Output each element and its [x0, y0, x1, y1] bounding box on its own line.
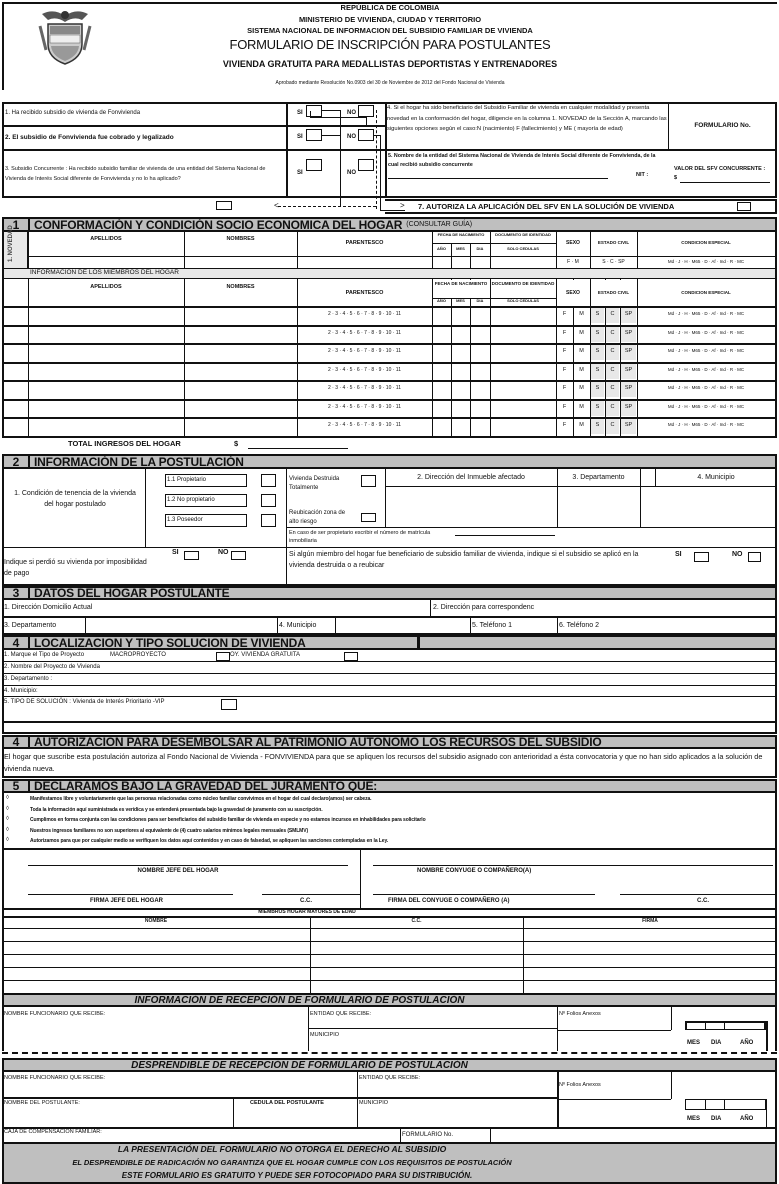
- section-1-note: (CONSULTAR GUÍA): [406, 221, 473, 228]
- municipio-label: 4. Municipio: [697, 474, 735, 481]
- footer-line-3: ESTE FORMULARIO ES GRATUITO Y PUEDE SER FOTOCOPIADO PARA SU DISTRIBUCIÓN.: [121, 1171, 473, 1180]
- member-estado-c[interactable]: C: [610, 311, 615, 317]
- detachable-funcionario-label: NOMBRE FUNCIONARIO QUE RECIBE:: [4, 1075, 106, 1081]
- footer-line-1: LA PRESENTACIÓN DEL FORMULARIO NO OTORGA EL DERECHO AL SUBSIDIO: [117, 1144, 447, 1154]
- perdio-no-checkbox[interactable]: [231, 551, 246, 560]
- member-estado-s[interactable]: S: [595, 366, 600, 373]
- member-apellidos-input[interactable]: [30, 364, 182, 379]
- member-condicion-options[interactable]: Md · J · H · M65 · D · Af · Ind · R · MC: [667, 348, 745, 353]
- reception-dia: DIA: [711, 1040, 722, 1046]
- member-sexo-f[interactable]: F: [562, 366, 567, 373]
- reception-mes: MES: [687, 1040, 701, 1046]
- member-sexo-f[interactable]: F: [562, 422, 567, 428]
- municipio-3-label: 4. Municipio: [279, 622, 317, 629]
- members-title: INFORMACION DE LOS MIEMBROS DEL HOGAR: [30, 269, 179, 276]
- total-ingresos-field[interactable]: [248, 448, 348, 449]
- head-estado-options[interactable]: S · C · SP: [602, 259, 625, 265]
- col-condicion: CONDICION ESPECIAL: [681, 240, 731, 245]
- section-2-number: 2: [4, 456, 30, 467]
- detachable-dia: DIA: [711, 1116, 722, 1122]
- col-documento: DOCUMENTO DE IDENTIDAD: [495, 232, 551, 237]
- perdio-label: Indique si perdió su vivienda por imposibilidad de pago: [4, 559, 147, 577]
- member-parentesco-options[interactable]: 2 · 3 · 4 · 5 · 6 · 7 · 8 · 9 · 10 · 11: [328, 422, 401, 428]
- beneficiario-no-label: NO: [732, 551, 743, 558]
- members-col-nombres: NOMBRES: [226, 284, 255, 290]
- telefono-1-label: 5. Teléfono 1: [472, 622, 512, 629]
- question-4-text: 4. Si el hogar ha sido beneficiario del Subsidio Familiar de vivienda en cualquier modalidad y presenta novedad en la conformación del hogar, diligencie en la columna 1. NOVEDAD de la Sección A, marcando las siguientes opciones según el caso:N (nacimiento) F (fallecimiento) y ME ( mayoría de edad): [387, 105, 667, 132]
- member-nombres-input[interactable]: [186, 345, 295, 360]
- q3-si-label: SI: [297, 170, 303, 176]
- arrow-left-icon: <: [274, 201, 279, 210]
- reception-funcionario-input[interactable]: [4, 1018, 304, 1048]
- section-3-number: 3: [4, 588, 30, 598]
- member-sexo-m[interactable]: M: [579, 422, 584, 428]
- detachable-entidad-label: ENTIDAD QUE RECIBE:: [359, 1075, 421, 1081]
- adult-member-nombre-input[interactable]: [4, 981, 308, 992]
- member-condicion-options[interactable]: Md · J · H · M65 · D · Af · Ind · R · MC: [667, 403, 745, 409]
- member-estado-sp[interactable]: SP: [624, 403, 633, 410]
- members-col-parentesco: PARENTESCO: [345, 290, 384, 296]
- members-col-apellidos: APELLIDOS: [90, 284, 122, 290]
- section-3-title: DATOS DEL HOGAR POSTULANTE: [34, 586, 230, 600]
- member-apellidos-input[interactable]: [30, 327, 182, 342]
- q1-no-checkbox[interactable]: [358, 105, 374, 117]
- member-parentesco-options[interactable]: 2 · 3 · 4 · 5 · 6 · 7 · 8 · 9 · 10 · 11: [328, 329, 401, 336]
- member-nombres-input[interactable]: [186, 401, 295, 416]
- members-col-solo-cedulas: SOLO CEDULAS: [507, 298, 539, 303]
- tipo-solucion-label: 5. TIPO DE SOLUCIÓN : Vivienda de Interés Prioritario -VIP: [4, 699, 165, 705]
- member-parentesco-options[interactable]: 2 · 3 · 4 · 5 · 6 · 7 · 8 · 9 · 10 · 11: [328, 311, 401, 317]
- adult-member-nombre-input[interactable]: [4, 929, 308, 940]
- member-apellidos-input[interactable]: [30, 382, 182, 397]
- member-parentesco-options[interactable]: 2 · 3 · 4 · 5 · 6 · 7 · 8 · 9 · 10 · 11: [328, 366, 401, 373]
- declaration-item: Manifestamos libre y voluntariamente que las personas relacionadas como núcleo familiar convivimos en el hogar del cual declaro(amos) ser cabeza.: [30, 796, 372, 802]
- reception-title: INFORMACIÓN DE RECEPCIÓN DE FORMULARIO DE POSTULACIÓN: [134, 994, 465, 1006]
- member-sexo-f[interactable]: F: [562, 311, 567, 317]
- destruida-label: Vivienda Destruida Totalmente: [289, 476, 340, 491]
- form-subtitle: VIVIENDA GRATUITA PARA MEDALLISTAS DEPORTISTAS Y ENTRENADORES: [222, 59, 558, 69]
- adult-member-firma-input[interactable]: [525, 955, 775, 966]
- member-apellidos-input[interactable]: [30, 419, 182, 434]
- section-1-header: [2, 217, 777, 232]
- member-sexo-m[interactable]: M: [579, 366, 584, 373]
- domicilio-label: 1. Dirección Domicilio Actual: [4, 604, 93, 611]
- members-col-ano: AÑO: [437, 298, 446, 303]
- member-sexo-f[interactable]: F: [562, 329, 567, 336]
- beneficiario-si-checkbox[interactable]: [694, 552, 709, 562]
- beneficiario-si-label: SI: [675, 551, 682, 558]
- adult-member-nombre-input[interactable]: [4, 955, 308, 966]
- form-title: FORMULARIO DE INSCRIPCIÓN PARA POSTULANTES: [229, 37, 551, 52]
- option-poseedor-label: 1.3 Poseedor: [167, 517, 203, 523]
- matricula-field[interactable]: [455, 535, 555, 536]
- country-name: REPÚBLICA DE COLOMBIA: [340, 3, 440, 12]
- valor-sfv-label: VALOR DEL SFV CONCURRENTE :: [674, 166, 766, 172]
- col-nombre: NOMBRE: [144, 918, 168, 924]
- members-col-mes: MES: [456, 298, 465, 303]
- reubicacion-label: Reubicación zona de alto riesgo: [289, 510, 346, 525]
- reception-header: [2, 993, 777, 1007]
- direccion-afectado-label: 2. Dirección del Inmueble afectado: [417, 474, 525, 481]
- departamento-label: 3. Departamento: [572, 474, 625, 481]
- reception-funcionario-label: NOMBRE FUNCIONARIO QUE RECIBE:: [4, 1011, 106, 1017]
- firma-jefe-label: FIRMA JEFE DEL HOGAR: [90, 898, 164, 904]
- destruida-checkbox[interactable]: [361, 475, 376, 487]
- member-parentesco-options[interactable]: 2 · 3 · 4 · 5 · 6 · 7 · 8 · 9 · 10 · 11: [328, 348, 401, 354]
- col-mes: MES: [456, 246, 465, 251]
- q1-si-label: SI: [297, 110, 303, 116]
- miembros-title: MIEMBROS HOGAR MAYORES DE EDAD: [258, 909, 356, 915]
- valor-dollar-sign: $: [674, 175, 678, 181]
- colombia-coat-of-arms-icon: [34, 6, 96, 66]
- members-col-condicion: CONDICION ESPECIAL: [681, 290, 731, 295]
- member-sexo-m[interactable]: M: [579, 311, 584, 317]
- diamond-bullet-icon: ◊: [6, 816, 9, 822]
- telefono-2-label: 6. Teléfono 2: [559, 622, 599, 629]
- member-sexo-f[interactable]: F: [562, 403, 567, 410]
- tenencia-label: 1. Condición de tenencia de la vivienda del hogar postulado: [14, 490, 136, 508]
- q3-no-label: NO: [347, 170, 356, 176]
- option-no-propietario-label: 1.2 No propietario: [167, 497, 215, 503]
- detachable-ano: AÑO: [740, 1116, 754, 1122]
- novedad-label: 1. NOVEDAD: [8, 225, 14, 262]
- member-estado-c[interactable]: C: [610, 348, 615, 354]
- adult-member-cc-input[interactable]: [312, 981, 521, 992]
- member-estado-sp[interactable]: SP: [624, 366, 633, 373]
- q2-si-checkbox[interactable]: [306, 129, 322, 141]
- detachable-mes: MES: [687, 1116, 701, 1122]
- formulario-no-input[interactable]: [491, 1128, 775, 1141]
- propietario-checkbox[interactable]: [261, 474, 276, 487]
- member-condicion-options[interactable]: Md · J · H · M65 · D · Af · Ind · R · MC: [667, 385, 745, 390]
- member-sexo-m[interactable]: M: [579, 403, 584, 410]
- q3-no-checkbox[interactable]: [358, 159, 374, 171]
- diamond-bullet-icon: ◊: [6, 837, 9, 843]
- q2-no-checkbox[interactable]: [358, 129, 374, 141]
- poseedor-checkbox[interactable]: [261, 514, 276, 527]
- arrow-right-icon: >: [400, 201, 405, 210]
- ministry-name: MINISTERIO DE VIVIENDA, CIUDAD Y TERRITORIO: [298, 15, 482, 24]
- question-5-text: 5. Nombre de la entidad del Sistema Nacional de Vivienda de Interés Social diferente de Fonvivienda, de la cual recibió subsidio concurrente: [388, 153, 656, 168]
- head-sexo-options[interactable]: F · M: [567, 259, 579, 265]
- member-sexo-f[interactable]: F: [562, 385, 567, 391]
- member-sexo-m[interactable]: M: [579, 348, 584, 354]
- q1-si-checkbox[interactable]: [306, 105, 322, 117]
- member-parentesco-options[interactable]: 2 · 3 · 4 · 5 · 6 · 7 · 8 · 9 · 10 · 11: [328, 403, 401, 410]
- q2-no-label: NO: [347, 134, 356, 140]
- section-1-number: 1: [4, 219, 30, 230]
- detachable-postulante-label: NOMBRE DEL POSTULANTE:: [4, 1100, 80, 1106]
- correspondencia-label: 2. Dirección para correspondenc: [433, 604, 535, 611]
- q3-si-checkbox[interactable]: [306, 159, 322, 171]
- col-sexo: SEXO: [566, 240, 580, 246]
- detachable-header: [2, 1058, 777, 1072]
- member-estado-s[interactable]: S: [595, 403, 600, 410]
- member-condicion-options[interactable]: Md · J · H · M65 · D · Af · Ind · R · MC: [667, 366, 745, 372]
- detachable-folios-label: Nº Folios Anexos: [559, 1082, 601, 1088]
- firma-conyuge-label: FIRMA DEL CONYUGE O COMPAÑERO (A): [388, 898, 510, 904]
- section-4b-header: [2, 735, 777, 749]
- declaration-item: Autorizamos para que por cualquier medio se verifiquen los datos aquí contenidos y en caso de falsedad, se apliquen las sanciones contempladas en la Ley.: [30, 838, 389, 844]
- adult-member-cc-input[interactable]: [312, 955, 521, 966]
- macroproyecto-label: MACROPROYECTO: [110, 652, 166, 658]
- nombre-proyecto-label: 2. Nombre del Proyecto de Vivienda: [4, 664, 100, 670]
- member-apellidos-input[interactable]: [30, 401, 182, 416]
- member-estado-s[interactable]: S: [595, 329, 600, 336]
- formulario-number-label: FORMULARIO No.: [694, 122, 751, 129]
- declaration-item: Cumplimos en forma conjunta con las condiciones para ser beneficiarios del subsidio familiar de vivienda en especie y no estamos incursos en inhabilidades para solicitarlo: [30, 817, 426, 823]
- option-propietario-label: 1.1 Propietario: [167, 477, 207, 483]
- col-nombres: NOMBRES: [226, 236, 255, 242]
- member-sexo-m[interactable]: M: [579, 385, 584, 391]
- detachable-cedula-label: CEDULA DEL POSTULANTE: [250, 1100, 324, 1106]
- col-firma: FIRMA: [642, 918, 658, 924]
- member-apellidos-input[interactable]: [30, 345, 182, 360]
- section-2-header: [2, 454, 777, 469]
- section-4-number: 4: [4, 637, 30, 648]
- nombre-conyuge-label: NOMBRE CONYUGE O COMPAÑERO(A): [417, 868, 532, 874]
- col-fecha: FECHA DE NACIMIENTO: [437, 232, 485, 237]
- matricula-label: En caso de ser propietario escribir el número de matrícula inmobiliaria: [289, 530, 431, 544]
- beneficiario-no-checkbox[interactable]: [748, 552, 761, 562]
- q1-no-label: NO: [347, 110, 356, 116]
- departamento-3-label: 3. Departamento: [4, 622, 57, 629]
- member-nombres-input[interactable]: [186, 327, 295, 342]
- col-dia: DIA: [476, 246, 484, 251]
- no-propietario-checkbox[interactable]: [261, 494, 276, 507]
- section-1-title: CONFORMACIÓN Y CONDICIÓN SOCIO ECONOMICA DEL HOGAR: [34, 217, 403, 232]
- nombre-jefe-label: NOMBRE JEFE DEL HOGAR: [137, 868, 219, 874]
- authorize-checkbox[interactable]: [737, 202, 751, 211]
- macroproyecto-checkbox[interactable]: [216, 652, 230, 661]
- caja-compensacion-label: CAJA DE COMPENSACION FAMILIAR:: [4, 1129, 102, 1135]
- vivienda-gratuita-checkbox[interactable]: [344, 652, 358, 661]
- beneficiario-label: Si algún miembro del hogar fue beneficiario de subsidio familiar de vivienda, indique si el subsidio se aplicó en la vivienda destruida o a reubicar: [289, 551, 639, 569]
- section-2-title: INFORMACIÓN DE LA POSTULACIÓN: [34, 454, 244, 469]
- section-4b-title: AUTORIZACION PARA DESEMBOLSAR AL PATRIMONIO AUTONOMO LOS RECURSOS DEL SUBSIDIO: [34, 735, 602, 749]
- vip-checkbox[interactable]: [221, 699, 237, 710]
- municipio-3-input[interactable]: [336, 617, 469, 634]
- head-condicion-options[interactable]: Md · J · H · M65 · D · Af · Ind · R · MC: [667, 259, 745, 264]
- member-estado-s[interactable]: S: [595, 422, 600, 428]
- section-5-header: [2, 779, 777, 793]
- member-estado-c[interactable]: C: [610, 329, 615, 336]
- perdio-si-label: SI: [172, 549, 179, 556]
- departamento-4-label: 3. Departamento :: [4, 676, 53, 682]
- section-4b-number: 4: [4, 737, 30, 747]
- section-5-title: DECLARAMOS BAJO LA GRAVEDAD DEL JURAMENTO QUE:: [34, 779, 378, 793]
- detachable-title: DESPRENDIBLE DE RECEPCIÓN DE FORMULARIO DE POSTULACIÓN: [131, 1059, 468, 1071]
- question-2-label: 2. El subsidio de Fonvivienda fue cobrado y legalizado: [5, 134, 174, 141]
- perdio-no-label: NO: [218, 549, 229, 556]
- formulario-no-label: FORMULARIO No.: [402, 1132, 454, 1138]
- reception-entidad-label: ENTIDAD QUE RECIBE:: [310, 1011, 372, 1017]
- approval-note: Aprobado mediante Resolución No.0903 del 30 de Noviembre de 2012 del Fondo Nacional de Vivienda: [275, 80, 505, 86]
- members-col-sexo: SEXO: [566, 290, 580, 296]
- member-apellidos-input[interactable]: [30, 308, 182, 323]
- footer-line-2: EL DESPRENDIBLE DE RADICACIÓN NO GARANTIZA QUE EL HOGAR CUMPLE CON LOS REQUISITOS DE POSTULACIÓN: [72, 1158, 512, 1167]
- member-estado-sp[interactable]: SP: [624, 385, 633, 391]
- municipio-4-label: 4. Municipio:: [4, 688, 38, 694]
- autorizacion-text: El hogar que suscribe esta postulación autoriza al Fondo Nacional de Vivienda - FONVIVIENDA para que se apliquen los recursos del subsidio asignado con anterioridad a ésta convocatoria y que no han sido aplicados a la solución de vivienda nueva.: [4, 752, 763, 773]
- member-estado-s[interactable]: S: [595, 311, 600, 317]
- reception-municipio-label: MUNICIPIO: [310, 1032, 340, 1038]
- diamond-bullet-icon: ◊: [6, 805, 9, 812]
- departamento-3-input[interactable]: [86, 617, 276, 634]
- col-estado-civil: ESTADO CIVIL: [597, 240, 630, 245]
- col-ano: AÑO: [437, 246, 446, 251]
- member-estado-sp[interactable]: SP: [624, 329, 633, 336]
- member-estado-sp[interactable]: SP: [624, 422, 633, 428]
- member-sexo-f[interactable]: F: [562, 348, 567, 354]
- diamond-bullet-icon: ◊: [6, 795, 9, 801]
- member-estado-c[interactable]: C: [610, 422, 615, 428]
- adult-member-nombre-input[interactable]: [4, 942, 308, 953]
- adult-member-cc-input[interactable]: [312, 942, 521, 953]
- cc-jefe-label: C.C.: [300, 898, 312, 904]
- members-col-fecha: FECHA DE NACIMIENTO: [434, 281, 488, 286]
- member-condicion-options[interactable]: Md · J · H · M65 · D · Af · Ind · R · MC: [667, 311, 745, 316]
- adult-member-cc-input[interactable]: [312, 929, 521, 940]
- member-estado-s[interactable]: S: [595, 348, 600, 354]
- cut-line: [2, 1052, 777, 1054]
- reubicacion-checkbox[interactable]: [361, 513, 376, 522]
- member-nombres-input[interactable]: [186, 419, 295, 434]
- member-estado-s[interactable]: S: [595, 385, 600, 391]
- members-col-dia: DIA: [476, 298, 484, 303]
- q2-si-label: SI: [297, 134, 303, 140]
- member-estado-c[interactable]: C: [610, 403, 615, 410]
- member-condicion-options[interactable]: Md · J · H · M65 · D · Af · Ind · R · MC: [667, 422, 745, 427]
- col-parentesco: PARENTESCO: [345, 240, 384, 246]
- arrow-target-checkbox[interactable]: [216, 201, 232, 210]
- reception-date-box[interactable]: [685, 1021, 766, 1030]
- member-estado-sp[interactable]: SP: [624, 311, 633, 317]
- members-col-documento: DOCUMENTO DE IDENTIDAD: [491, 281, 555, 286]
- total-dollar-sign: $: [234, 439, 239, 448]
- member-nombres-input[interactable]: [186, 382, 295, 397]
- member-sexo-m[interactable]: M: [579, 329, 584, 336]
- declaration-item: Toda la información aquí suministrada es verídica y se entenderá presentada bajo la gravedad de juramento con su suscripción.: [30, 806, 323, 813]
- perdio-si-checkbox[interactable]: [184, 551, 199, 560]
- question-1-label: 1. Ha recibido subsidio de vivienda de Fonvivienda: [5, 110, 141, 116]
- detachable-municipio-label: MUNICIPIO: [359, 1100, 389, 1106]
- member-estado-sp[interactable]: SP: [624, 348, 633, 354]
- declaration-item: Nuestros ingresos familiares no son superiores al equivalente de (4) cuatro salarios mínimos legales mensuales (SMLMV): [30, 827, 309, 834]
- adult-member-nombre-input[interactable]: [4, 968, 308, 979]
- authorize-label: 7. AUTORIZA LA APLICACIÓN DEL SFV EN LA SOLUCIÓN DE VIVIENDA: [418, 202, 675, 211]
- member-estado-c[interactable]: C: [610, 366, 615, 373]
- adult-member-cc-input[interactable]: [312, 968, 521, 979]
- section-3-header: [2, 586, 777, 600]
- member-nombres-input[interactable]: [186, 308, 295, 323]
- tipo-proyecto-label: 1. Marque el Tipo de Proyecto: [4, 652, 85, 658]
- system-name: SISTEMA NACIONAL DE INFORMACION DEL SUBSIDIO FAMILIAR DE VIVIENDA: [247, 26, 533, 35]
- question-3-label: 3. Subsidio Concurrente : Ha recibido subsidio familiar de vivienda de una entidad del Sistema Nacional de Vivienda de Interés Social diferente de Fonvivienda y no lo ha aplicado?: [5, 166, 266, 182]
- reception-ano: AÑO: [740, 1040, 754, 1046]
- col-cc: C.C.: [411, 918, 422, 924]
- adult-member-firma-input[interactable]: [525, 942, 775, 953]
- adult-member-firma-input[interactable]: [525, 968, 775, 979]
- member-estado-c[interactable]: C: [610, 385, 615, 391]
- total-ingresos-label: TOTAL INGRESOS DEL HOGAR: [68, 439, 181, 448]
- member-parentesco-options[interactable]: 2 · 3 · 4 · 5 · 6 · 7 · 8 · 9 · 10 · 11: [328, 385, 401, 391]
- adult-member-firma-input[interactable]: [525, 929, 775, 940]
- nit-label: NIT :: [636, 172, 649, 178]
- members-col-estado: ESTADO CIVIL: [597, 290, 630, 295]
- adult-member-firma-input[interactable]: [525, 981, 775, 992]
- diamond-bullet-icon: ◊: [6, 826, 9, 833]
- reception-folios-label: Nº Folios Anexos: [559, 1011, 601, 1017]
- member-condicion-options[interactable]: Md · J · H · M65 · D · Af · Ind · R · MC: [667, 329, 745, 335]
- col-solo-cedulas: SOLO CEDULAS: [507, 246, 539, 251]
- cc-conyuge-label: C.C.: [697, 898, 709, 904]
- detachable-date-box[interactable]: [685, 1099, 766, 1110]
- section-4-title: LOCALIZACION Y TIPO SOLUCION DE VIVIENDA: [34, 635, 306, 650]
- section-5-number: 5: [4, 781, 30, 791]
- vivienda-gratuita-label: OY. VIVIENDA GRATUITA: [230, 652, 301, 658]
- section-4-header: [2, 635, 419, 650]
- col-apellidos: APELLIDOS: [90, 236, 122, 242]
- member-nombres-input[interactable]: [186, 364, 295, 379]
